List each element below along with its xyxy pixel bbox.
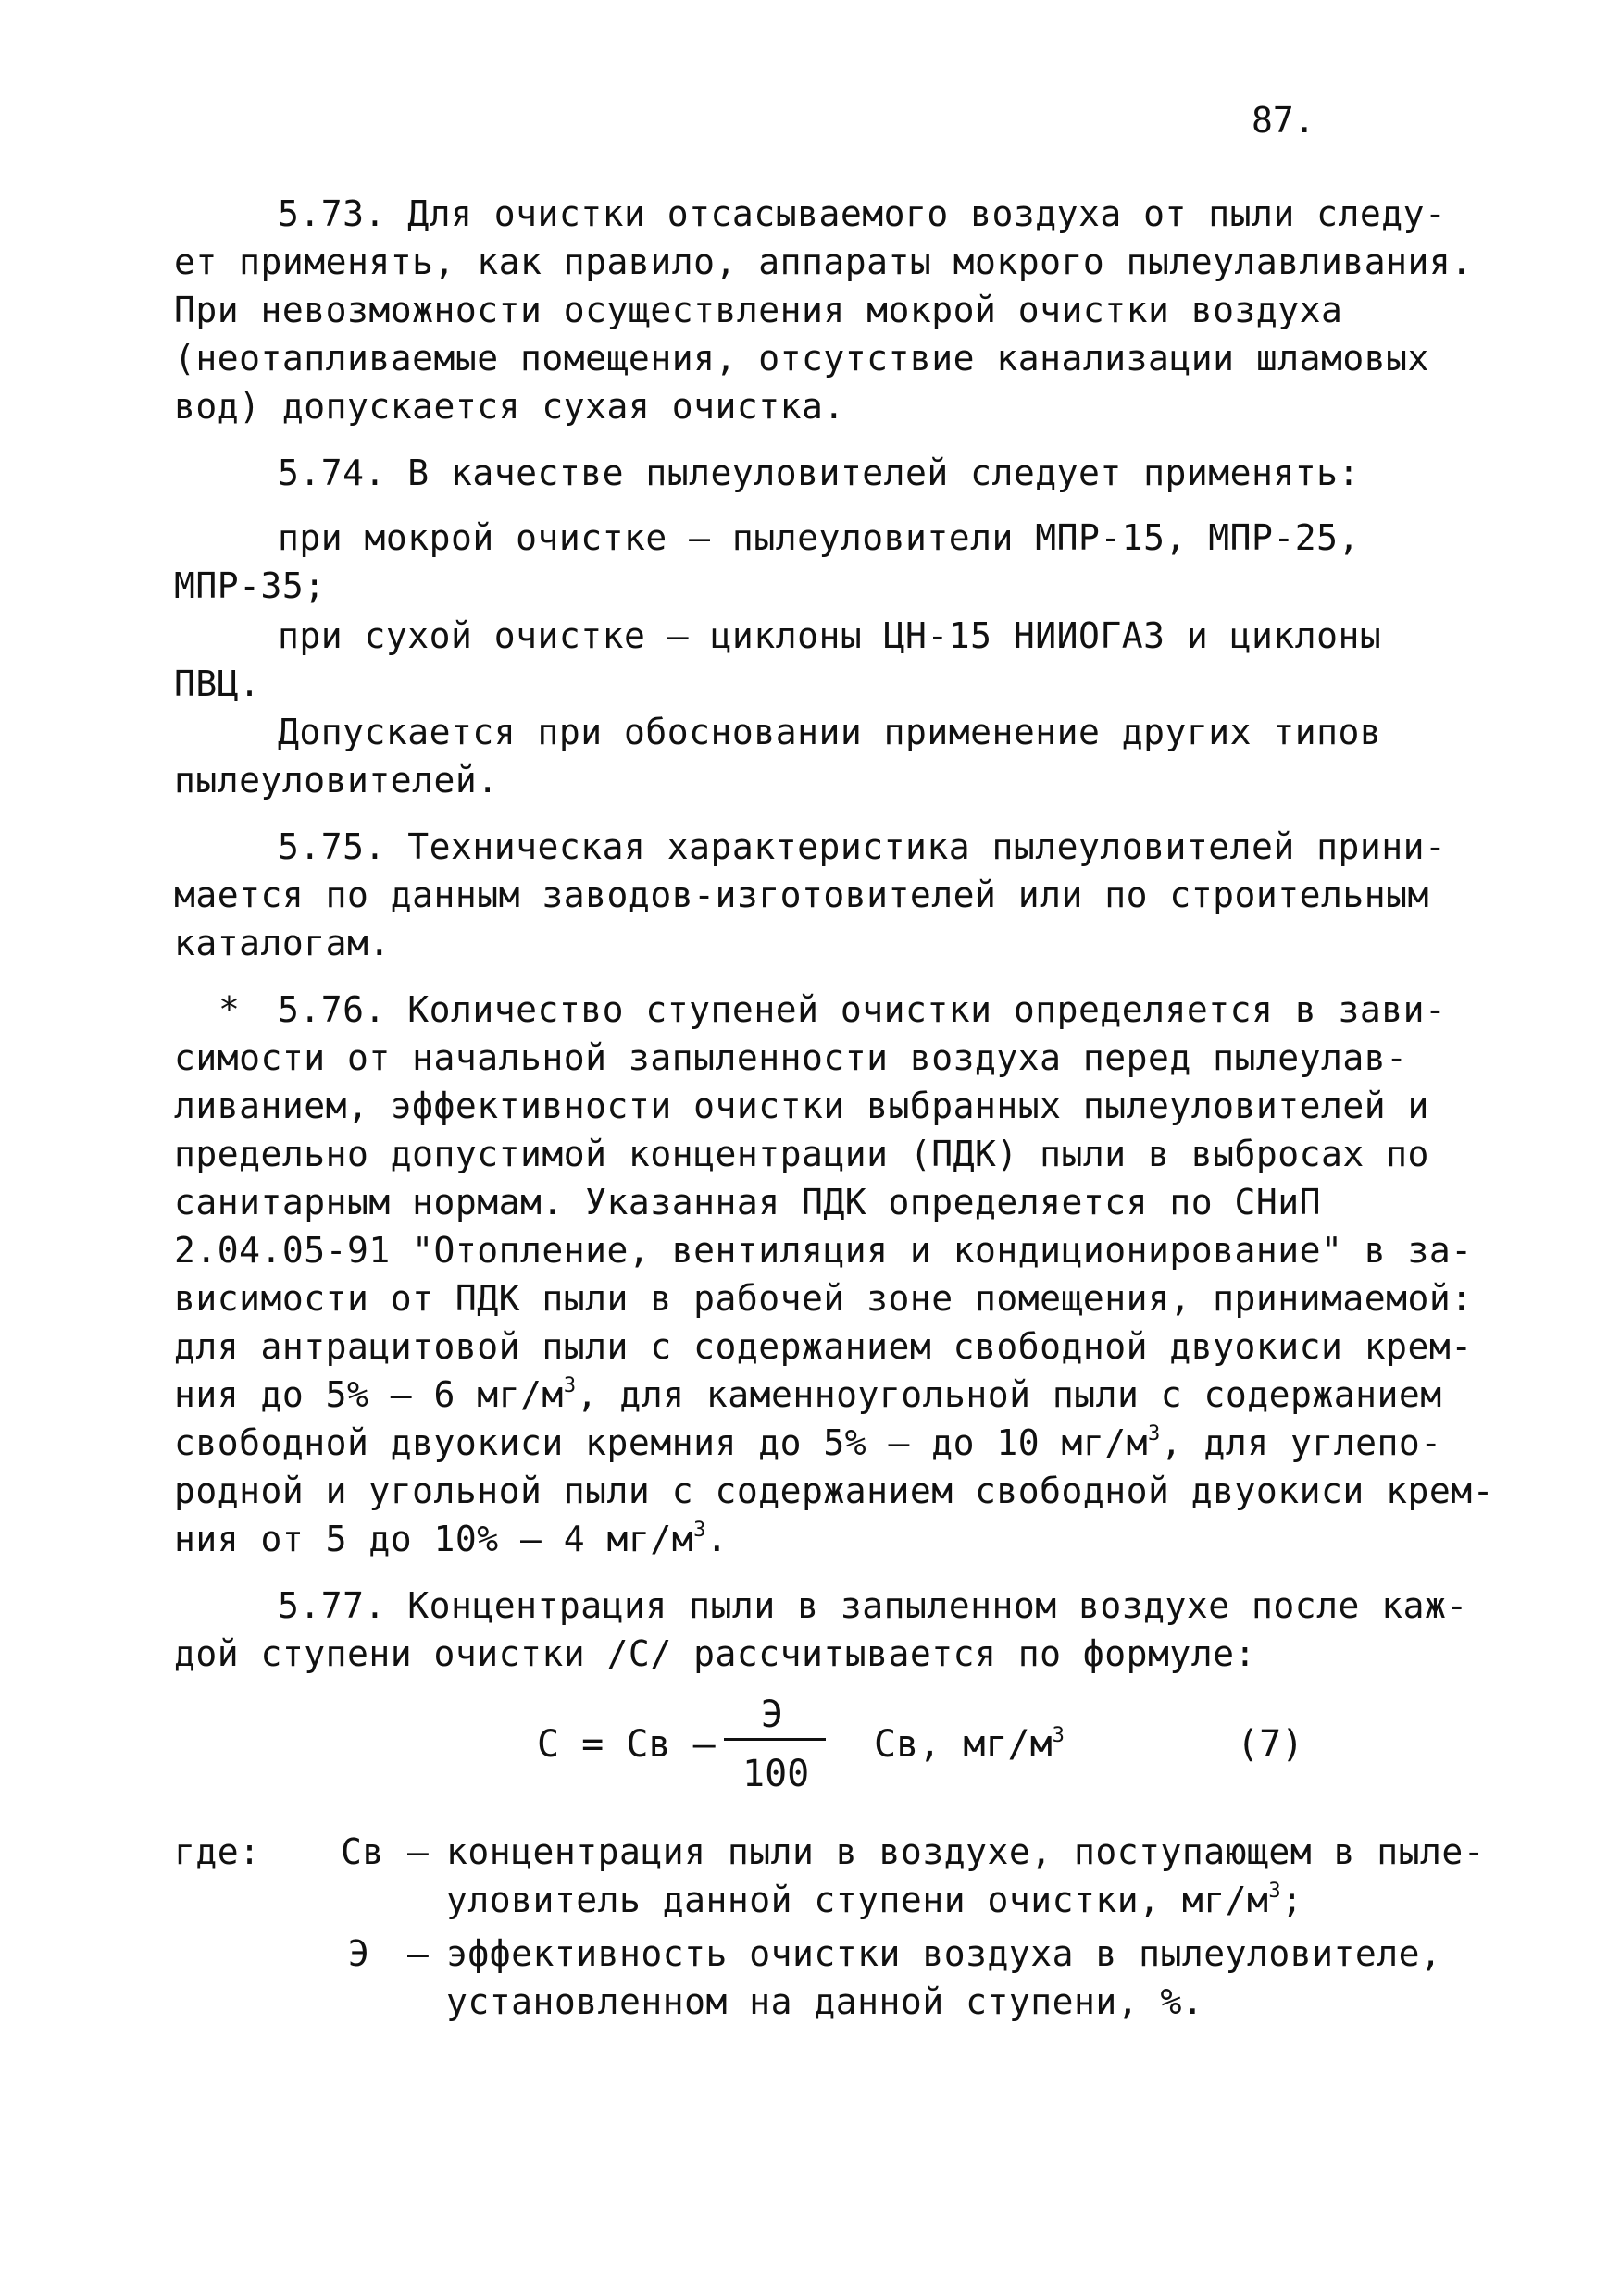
text-line: При невозможности осуществления мокрой очистки воздуха [174, 290, 1343, 330]
variable-symbol: Св [341, 1831, 384, 1872]
text-line: родной и угольной пыли с содержанием свободной двуокиси крем- [174, 1471, 1495, 1511]
text-line: при мокрой очистке – пылеуловители МПР-15, МПР-25, [278, 517, 1360, 558]
text-line: дой ступени очистки /С/ рассчитывается по формуле: [174, 1633, 1256, 1674]
text-line: ливанием, эффективности очистки выбранных пылеуловителей и [174, 1086, 1429, 1126]
formula-number: (7) [1237, 1723, 1304, 1766]
text-line: пылеуловителей. [174, 760, 499, 800]
definition-line: установленном на данной ступени, %. [446, 1981, 1204, 2022]
fraction-bar [724, 1738, 826, 1741]
text-line: санитарным нормам. Указанная ПДК определяется по СНиП [174, 1182, 1322, 1222]
text-line: свободной двуокиси кремния до 5% – до 10 $мг/м^3$, для углепо- [174, 1422, 1442, 1463]
formula-numerator: Э [761, 1694, 784, 1736]
text-line: предельно допустимой концентрации (ПДК) пыли в выбросах по [174, 1134, 1429, 1174]
text-line: мается по данным заводов-изготовителей или по строительным [174, 875, 1429, 915]
where-label: где: [174, 1831, 261, 1872]
text-line: вод) допускается сухая очистка. [174, 386, 845, 427]
text-line: 5.77. Концентрация пыли в запыленном воздухе после каж- [278, 1585, 1468, 1626]
formula-lhs: С = Св – [537, 1723, 716, 1766]
definition-line: уловитель данной ступени очистки, $мг/м^3$; [446, 1880, 1303, 1920]
text-line: Допускается при обосновании применение других типов [278, 712, 1382, 752]
text-line: ния до 5% – 6 $мг/м^3$, для каменноугольной пыли с содержанием [174, 1374, 1442, 1415]
text-line: каталогам. [174, 923, 391, 963]
text-line: 5.76. Количество ступеней очистки определяется в зави- [278, 989, 1447, 1030]
text-line: ПВЦ. [174, 664, 261, 704]
text-line: висимости от ПДК пыли в рабочей зоне помещения, принимаемой: [174, 1278, 1473, 1319]
page-number: 87. [1252, 100, 1315, 141]
text-line: ния от 5 до 10% – 4 $мг/м^3$. [174, 1519, 729, 1559]
text-line: МПР-35; [174, 565, 326, 606]
definition-line: эффективность очистки воздуха в пылеуловителе, [446, 1933, 1442, 1974]
text-line: 5.75. Техническая характеристика пылеуловителей прини- [278, 826, 1447, 867]
variable-symbol: Э [348, 1933, 370, 1974]
variable-dash: – [407, 1831, 430, 1872]
text-line: 5.73. Для очистки отсасываемого воздуха от пыли следу- [278, 193, 1447, 234]
definition-line: концентрация пыли в воздухе, поступающем в пыле- [446, 1831, 1486, 1872]
text-line: 5.74. В качестве пылеуловителей следует применять: [278, 453, 1360, 493]
text-line: (неотапливаемые помещения, отсутствие канализации шламовых [174, 338, 1429, 379]
text-line: для антрацитовой пыли с содержанием свободной двуокиси крем- [174, 1326, 1473, 1367]
change-mark: * [218, 989, 241, 1030]
text-line: ет применять, как правило, аппараты мокрого пылеулавливания. [174, 242, 1473, 282]
text-line: симости от начальной запыленности воздуха перед пылеулав- [174, 1037, 1408, 1078]
formula-rhs: Св, $мг/м^3$ [874, 1723, 1065, 1766]
text-line: 2.04.05-91 "Отопление, вентиляция и кондиционирование" в за- [174, 1230, 1473, 1271]
variable-dash: – [407, 1933, 430, 1974]
text-line: при сухой очистке – циклоны ЦН-15 НИИОГАЗ и циклоны [278, 615, 1382, 656]
formula-denominator: 100 [742, 1753, 810, 1795]
